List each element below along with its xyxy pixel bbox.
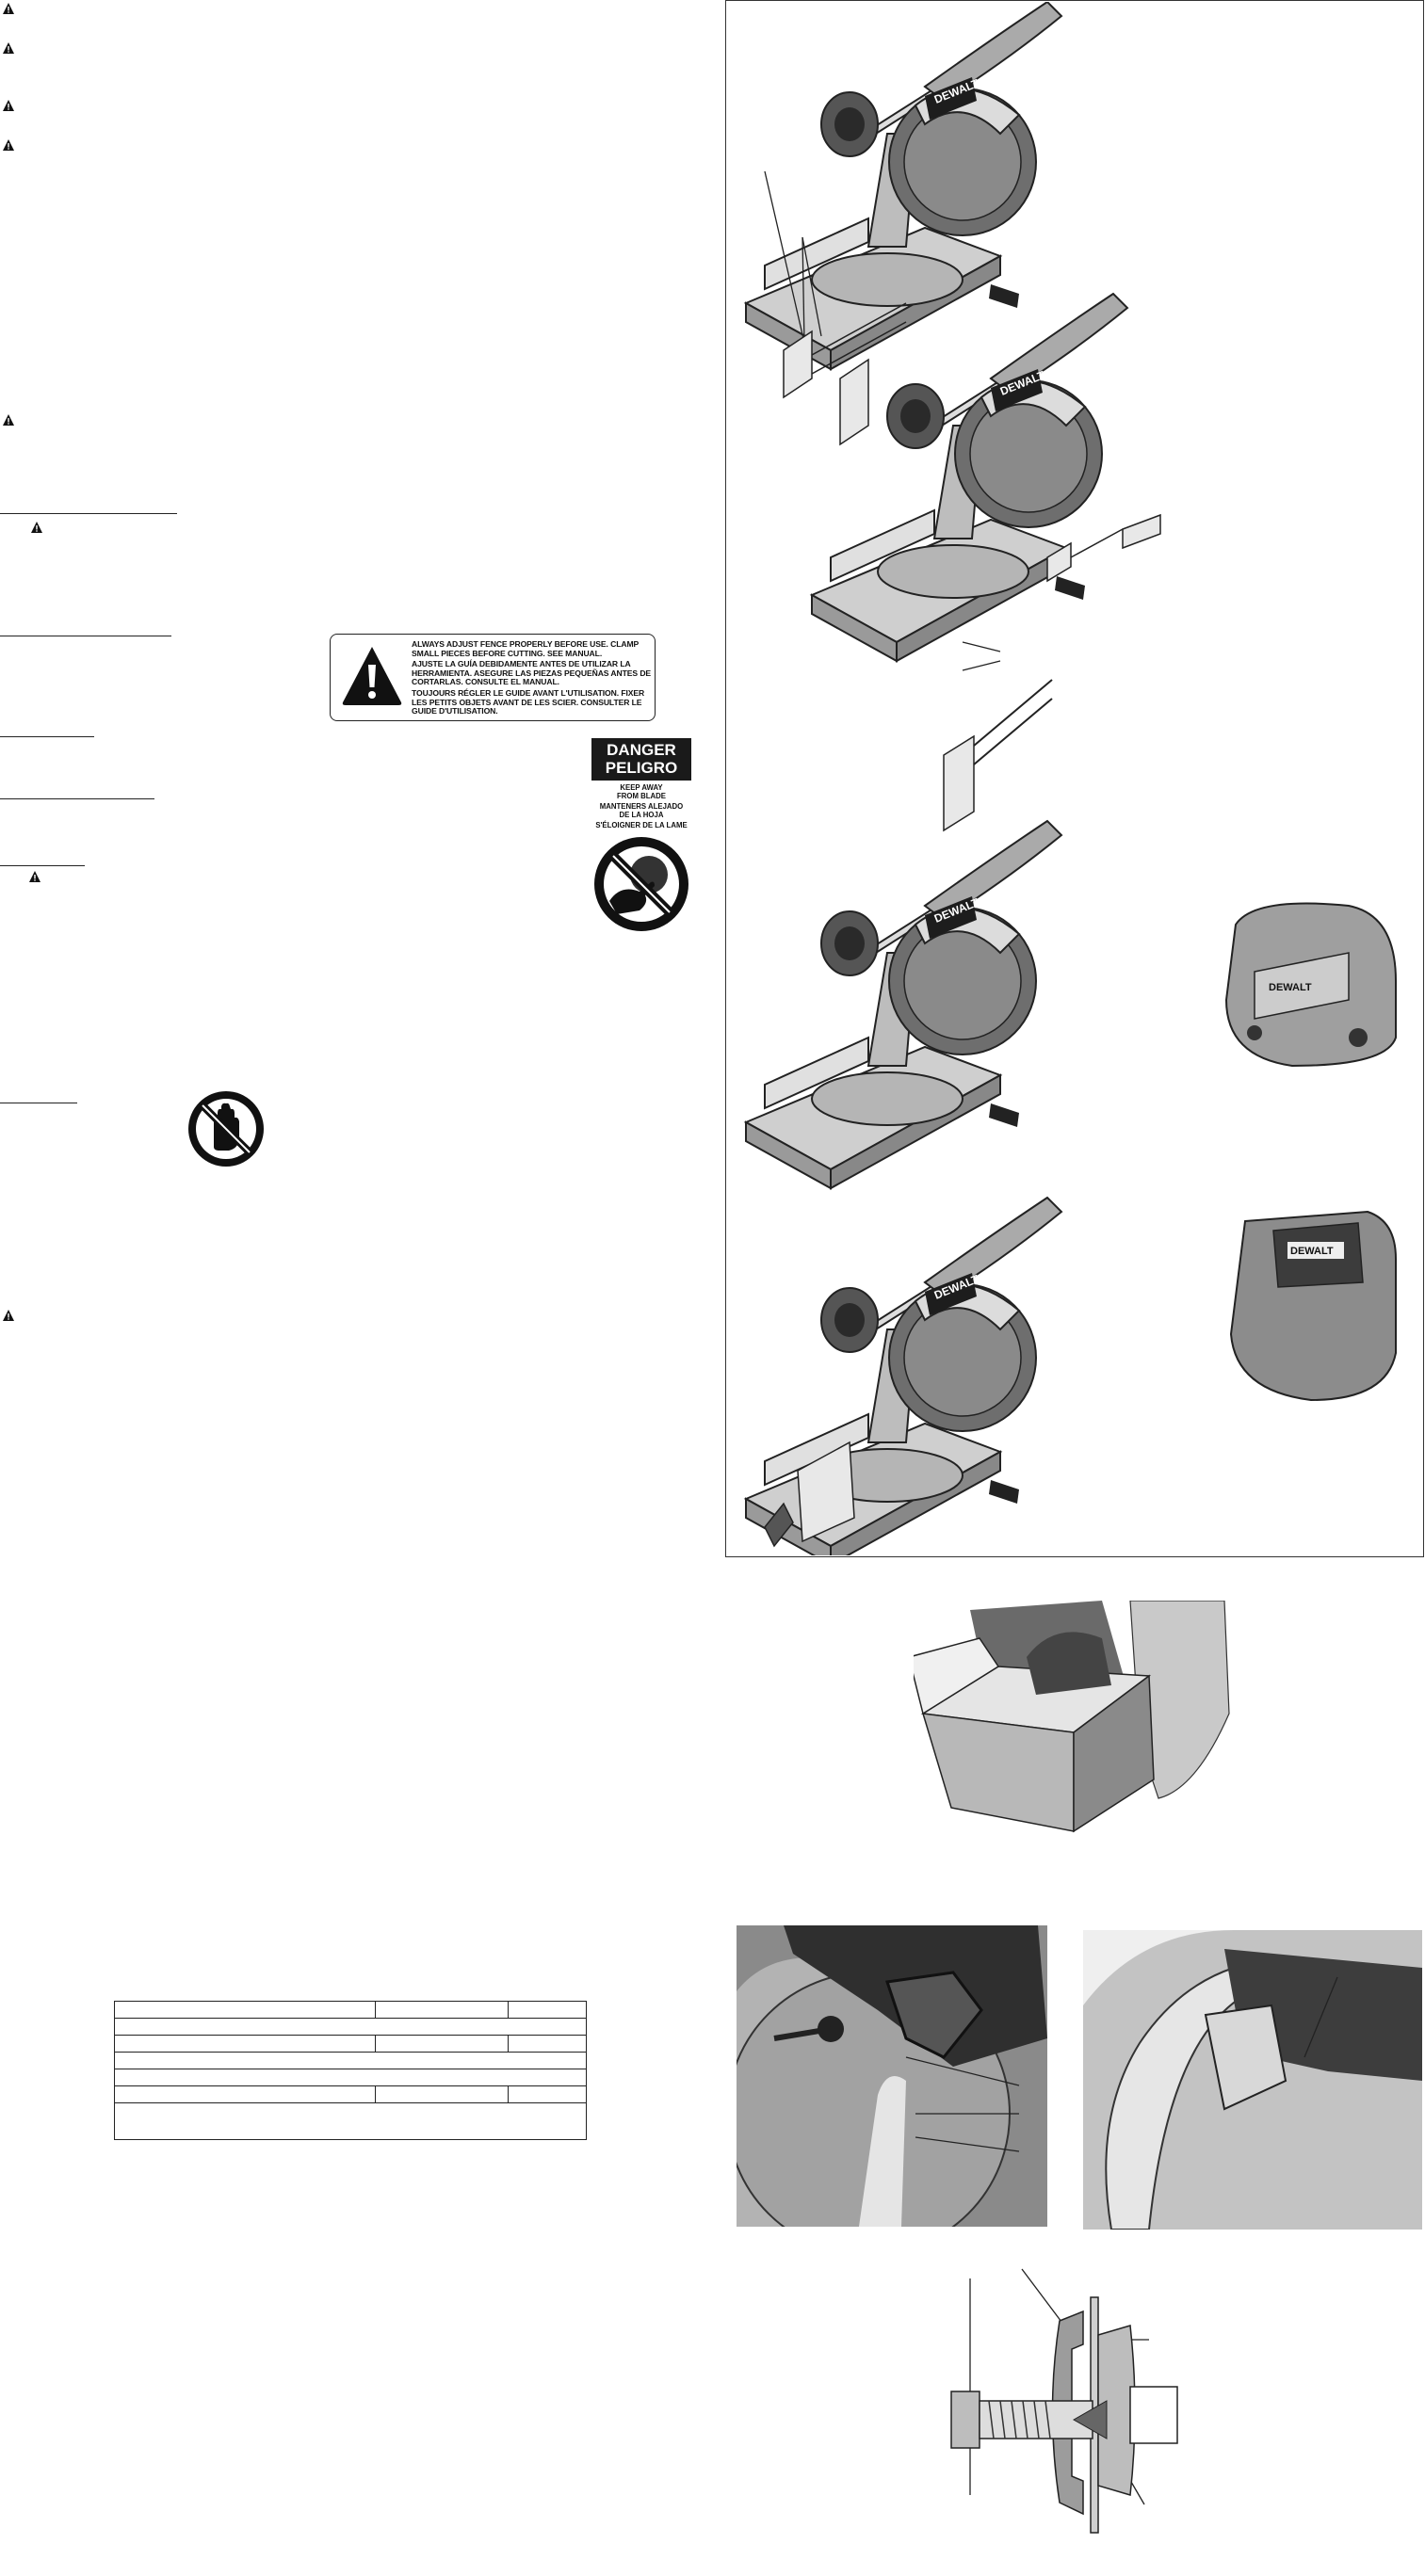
warning-icon [2, 99, 15, 112]
warning-icon [2, 1309, 15, 1322]
caution-text-es: AJUSTE LA GUÍA DEBIDAMENTE ANTES DE UTILIZAR LA HERRAMIENTA. ASEGURE LAS PIEZAS PEQUEÑAS ANTES DE CORTARLAS. CONSULTE EL MANUAL. [412, 659, 652, 687]
caution-text-en: ALWAYS ADJUST FENCE PROPERLY BEFORE USE. CLAMP SMALL PIECES BEFORE CUTTING. SEE MANUAL. [412, 639, 640, 658]
no-hands-near-blade-icon [592, 835, 690, 933]
warning-icon [2, 2, 15, 15]
danger-line: FROM BLADE [617, 792, 666, 800]
fence-caution-label [330, 634, 656, 721]
danger-line: MANTENERS ALEJADO [599, 802, 684, 811]
section-rule [0, 736, 94, 737]
danger-header [591, 738, 691, 781]
table-row [115, 2086, 587, 2103]
unboxing-illustration [914, 1601, 1234, 1836]
laser-module-closeup [1226, 904, 1396, 1067]
specification-table [114, 2001, 587, 2140]
blade-guard-photo [737, 1925, 1047, 2227]
blade-clamp-cross-section [942, 2260, 1187, 2542]
danger-title-es: PELIGRO [605, 759, 678, 777]
warning-icon [2, 413, 15, 427]
laser-cover-closeup [1231, 1212, 1396, 1400]
miter-saw-illustrations [727, 2, 1422, 1555]
svg-text:DEWALT: DEWALT [1290, 1246, 1334, 1257]
table-row [115, 2036, 587, 2053]
table-row [115, 2002, 587, 2019]
section-rule [0, 798, 154, 799]
caution-text [412, 640, 652, 718]
svg-text:DEWALT: DEWALT [1269, 982, 1312, 993]
table-row [115, 2019, 587, 2036]
danger-line: KEEP AWAY [620, 783, 663, 792]
warning-icon [2, 138, 15, 152]
caution-text-fr: TOUJOURS RÉGLER LE GUIDE AVANT L'UTILISATION. FIXER LES PETITS OBJETS AVANT DE LES SCIER. CONSULTER LE GUIDE D'UTILISATION. [412, 687, 645, 716]
table-row [115, 2103, 587, 2140]
warning-icon [30, 521, 43, 534]
section-rule [0, 865, 85, 866]
section-rule [0, 513, 177, 514]
no-gloves-icon [186, 1088, 267, 1169]
blade-lock-photo [1083, 1930, 1422, 2230]
danger-title: DANGER [607, 741, 676, 759]
warning-icon [2, 41, 15, 55]
danger-line: S'ÉLOIGNER DE LA LAME [595, 821, 688, 829]
warning-triangle-icon [340, 644, 404, 708]
danger-label [591, 738, 691, 938]
danger-line: DE LA HOJA [619, 811, 664, 819]
table-row [115, 2053, 587, 2069]
warning-icon [28, 870, 41, 883]
table-row [115, 2069, 587, 2086]
